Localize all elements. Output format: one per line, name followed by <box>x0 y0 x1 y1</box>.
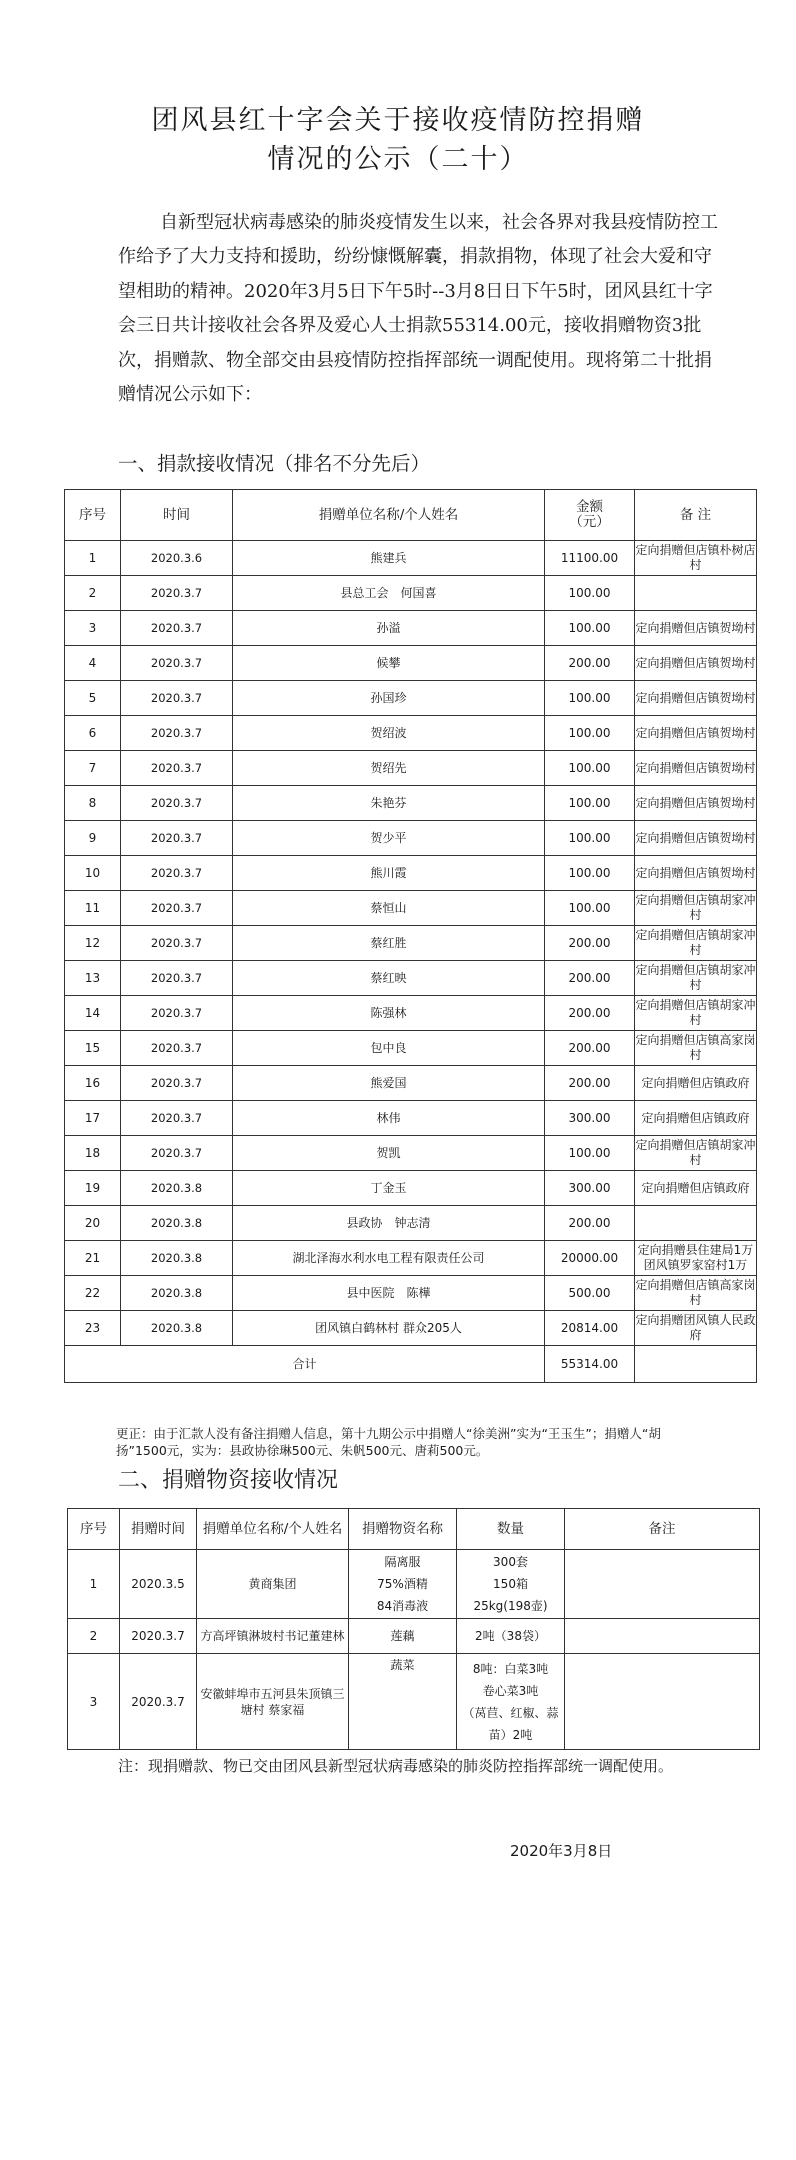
header-cell: 序号 <box>65 490 121 541</box>
donation-remark: 定向捐赠但店镇高家岗村 <box>635 1276 757 1311</box>
donation-time: 2020.3.7 <box>120 1619 197 1654</box>
donation-time: 2020.3.7 <box>121 891 233 926</box>
donor-name: 县政协 钟志清 <box>233 1206 545 1241</box>
donation-amount: 20000.00 <box>545 1241 635 1276</box>
header-cell: 捐赠单位名称/个人姓名 <box>197 1509 349 1550</box>
table-row <box>65 1311 757 1346</box>
row-index: 1 <box>65 541 121 576</box>
header-cell: 时间 <box>121 490 233 541</box>
donation-time: 2020.3.7 <box>121 961 233 996</box>
donation-amount: 200.00 <box>545 646 635 681</box>
donation-amount: 100.00 <box>545 611 635 646</box>
donation-remark: 定向捐赠但店镇胡家冲村 <box>635 961 757 996</box>
total-row <box>65 1346 757 1383</box>
table-row <box>65 681 757 716</box>
donation-remark: 定向捐赠但店镇胡家冲村 <box>635 926 757 961</box>
footer-note: 注：现捐赠款、物已交由团风县新型冠状病毒感染的肺炎防控指挥部统一调配使用。 <box>118 1757 674 1775</box>
row-index: 7 <box>65 751 121 786</box>
donation-amount: 200.00 <box>545 1206 635 1241</box>
table-row <box>65 821 757 856</box>
donor-name: 熊川霞 <box>233 856 545 891</box>
donor-name: 黄商集团 <box>197 1550 349 1619</box>
goods-name: 隔离服 75%酒精 84消毒液 <box>349 1550 457 1619</box>
donation-time: 2020.3.7 <box>121 1101 233 1136</box>
donation-time: 2020.3.7 <box>121 786 233 821</box>
section-1-heading: 一、捐款接收情况（排名不分先后） <box>118 452 431 475</box>
header-cell: 捐赠单位名称/个人姓名 <box>233 490 545 541</box>
donation-remark: 定向捐赠但店镇胡家冲村 <box>635 891 757 926</box>
header-cell: 捐赠物资名称 <box>349 1509 457 1550</box>
row-index: 10 <box>65 856 121 891</box>
goods-remark <box>565 1550 760 1619</box>
donation-remark <box>635 576 757 611</box>
donation-amount: 100.00 <box>545 716 635 751</box>
row-index: 2 <box>68 1619 120 1654</box>
donation-amount: 100.00 <box>545 1136 635 1171</box>
table-row <box>65 1276 757 1311</box>
donor-name: 县总工会 何国喜 <box>233 576 545 611</box>
donation-money-table <box>64 489 757 1383</box>
row-index: 11 <box>65 891 121 926</box>
table-row <box>65 1136 757 1171</box>
row-index: 17 <box>65 1101 121 1136</box>
donation-remark: 定向捐赠但店镇胡家冲村 <box>635 1136 757 1171</box>
donation-time: 2020.3.6 <box>121 541 233 576</box>
donation-goods-table <box>67 1508 760 1750</box>
donation-time: 2020.3.7 <box>121 611 233 646</box>
donation-remark: 定向捐赠但店镇高家岗村 <box>635 1031 757 1066</box>
row-index: 15 <box>65 1031 121 1066</box>
donation-amount: 100.00 <box>545 891 635 926</box>
donation-amount: 20814.00 <box>545 1311 635 1346</box>
section-2-heading: 二、捐赠物资接收情况 <box>118 1468 339 1493</box>
row-index: 3 <box>65 611 121 646</box>
donation-time: 2020.3.7 <box>120 1654 197 1750</box>
donor-name: 朱艳芬 <box>233 786 545 821</box>
row-index: 22 <box>65 1276 121 1311</box>
donation-amount: 200.00 <box>545 1066 635 1101</box>
page-title: 团风县红十字会关于接收疫情防控捐赠 <box>151 105 645 136</box>
donor-name: 包中良 <box>233 1031 545 1066</box>
donation-remark: 定向捐赠但店镇政府 <box>635 1171 757 1206</box>
table-row <box>65 611 757 646</box>
donation-time: 2020.3.7 <box>121 926 233 961</box>
donor-name: 团风镇白鹤林村 群众205人 <box>233 1311 545 1346</box>
table-row <box>68 1619 760 1654</box>
total-value: 55314.00 <box>545 1346 635 1383</box>
donation-remark: 定向捐赠但店镇贺坳村 <box>635 786 757 821</box>
donation-remark: 定向捐赠但店镇贺坳村 <box>635 646 757 681</box>
donor-name: 湖北泽海水利水电工程有限责任公司 <box>233 1241 545 1276</box>
row-index: 2 <box>65 576 121 611</box>
row-index: 16 <box>65 1066 121 1101</box>
donation-time: 2020.3.7 <box>121 716 233 751</box>
header-cell: 备注 <box>565 1509 760 1550</box>
table-row <box>68 1654 760 1750</box>
intro-paragraph <box>118 206 724 412</box>
donation-time: 2020.3.8 <box>121 1311 233 1346</box>
donation-time: 2020.3.7 <box>121 576 233 611</box>
donation-time: 2020.3.8 <box>121 1171 233 1206</box>
donation-remark: 定向捐赠团风镇人民政府 <box>635 1311 757 1346</box>
donation-amount: 300.00 <box>545 1171 635 1206</box>
donor-name: 蔡红胜 <box>233 926 545 961</box>
donor-name: 孙溢 <box>233 611 545 646</box>
donation-remark: 定向捐赠但店镇贺坳村 <box>635 681 757 716</box>
table-row <box>65 1101 757 1136</box>
donation-time: 2020.3.8 <box>121 1241 233 1276</box>
donation-remark: 定向捐赠但店镇政府 <box>635 1101 757 1136</box>
table-row <box>65 1171 757 1206</box>
donation-time: 2020.3.7 <box>121 821 233 856</box>
goods-quantity: 8吨：白菜3吨 卷心菜3吨 （莴苣、红椒、蒜苗）2吨 <box>457 1654 565 1750</box>
donor-name: 贺绍先 <box>233 751 545 786</box>
table-row <box>65 541 757 576</box>
goods-remark <box>565 1654 760 1750</box>
row-index: 1 <box>68 1550 120 1619</box>
donation-amount: 100.00 <box>545 751 635 786</box>
donation-time: 2020.3.7 <box>121 751 233 786</box>
goods-name: 莲藕 <box>349 1619 457 1654</box>
table-row <box>65 786 757 821</box>
donation-remark: 定向捐赠县住建局1万 团风镇罗家窑村1万 <box>635 1241 757 1276</box>
donor-name: 县中医院 陈樺 <box>233 1276 545 1311</box>
donor-name: 贺凯 <box>233 1136 545 1171</box>
table-row <box>65 1031 757 1066</box>
table-row <box>65 1206 757 1241</box>
donor-name: 孙国珍 <box>233 681 545 716</box>
total-note <box>635 1346 757 1383</box>
row-index: 21 <box>65 1241 121 1276</box>
row-index: 12 <box>65 926 121 961</box>
donation-time: 2020.3.7 <box>121 681 233 716</box>
donor-name: 方高坪镇淋坡村书记董建林 <box>197 1619 349 1654</box>
row-index: 3 <box>68 1654 120 1750</box>
header-cell: 序号 <box>68 1509 120 1550</box>
donation-time: 2020.3.7 <box>121 856 233 891</box>
row-index: 18 <box>65 1136 121 1171</box>
total-label: 合计 <box>65 1346 545 1383</box>
donor-name: 林伟 <box>233 1101 545 1136</box>
donation-amount: 100.00 <box>545 856 635 891</box>
table-header-row <box>68 1509 760 1550</box>
row-index: 19 <box>65 1171 121 1206</box>
donation-amount: 11100.00 <box>545 541 635 576</box>
goods-quantity: 300套 150箱 25kg(198壶) <box>457 1550 565 1619</box>
table-row <box>65 716 757 751</box>
donation-amount: 100.00 <box>545 576 635 611</box>
header-cell: 数量 <box>457 1509 565 1550</box>
donation-time: 2020.3.7 <box>121 1031 233 1066</box>
donation-remark: 定向捐赠但店镇政府 <box>635 1066 757 1101</box>
donation-amount: 200.00 <box>545 996 635 1031</box>
donation-time: 2020.3.7 <box>121 1066 233 1101</box>
table-row <box>65 646 757 681</box>
donation-remark: 定向捐赠但店镇贺坳村 <box>635 856 757 891</box>
row-index: 9 <box>65 821 121 856</box>
goods-remark <box>565 1619 760 1654</box>
row-index: 14 <box>65 996 121 1031</box>
donation-time: 2020.3.7 <box>121 996 233 1031</box>
donation-remark: 定向捐赠但店镇贺坳村 <box>635 716 757 751</box>
donation-amount: 200.00 <box>545 1031 635 1066</box>
donation-amount: 300.00 <box>545 1101 635 1136</box>
table-row <box>65 576 757 611</box>
table-header-row <box>65 490 757 541</box>
donor-name: 丁金玉 <box>233 1171 545 1206</box>
donation-remark: 定向捐赠但店镇贺坳村 <box>635 821 757 856</box>
row-index: 13 <box>65 961 121 996</box>
correction-note: 更正：由于汇款人没有备注捐赠人信息，第十九期公示中捐赠人“徐美洲”实为“王玉生”；捐赠人“胡扬”1500元，实为：县政协徐琳500元、朱帆500元、唐莉500元。 <box>116 1426 661 1458</box>
donor-name: 熊建兵 <box>233 541 545 576</box>
table-row <box>65 1066 757 1101</box>
table-row <box>65 891 757 926</box>
table-row <box>65 1241 757 1276</box>
donation-remark: 定向捐赠但店镇朴树店村 <box>635 541 757 576</box>
donor-name: 贺绍波 <box>233 716 545 751</box>
donation-amount: 100.00 <box>545 681 635 716</box>
row-index: 6 <box>65 716 121 751</box>
table-row <box>65 751 757 786</box>
page-subtitle: 情况的公示（二十） <box>267 144 529 175</box>
donation-amount: 200.00 <box>545 961 635 996</box>
donor-name: 熊爱国 <box>233 1066 545 1101</box>
donor-name: 贺少平 <box>233 821 545 856</box>
donation-amount: 500.00 <box>545 1276 635 1311</box>
donation-time: 2020.3.8 <box>121 1276 233 1311</box>
donor-name: 蔡红映 <box>233 961 545 996</box>
row-index: 8 <box>65 786 121 821</box>
donor-name: 安徽蚌埠市五河县朱顶镇三塘村 蔡家福 <box>197 1654 349 1750</box>
table-row <box>65 961 757 996</box>
donation-remark: 定向捐赠但店镇贺坳村 <box>635 751 757 786</box>
row-index: 20 <box>65 1206 121 1241</box>
donor-name: 陈强林 <box>233 996 545 1031</box>
table-row <box>65 926 757 961</box>
goods-quantity: 2吨（38袋） <box>457 1619 565 1654</box>
row-index: 5 <box>65 681 121 716</box>
publish-date: 2020年3月8日 <box>510 1842 613 1860</box>
donation-amount: 100.00 <box>545 786 635 821</box>
table-row <box>65 856 757 891</box>
table-row <box>65 996 757 1031</box>
table-row <box>68 1550 760 1619</box>
donation-amount: 200.00 <box>545 926 635 961</box>
donation-remark <box>635 1206 757 1241</box>
donation-remark: 定向捐赠但店镇贺坳村 <box>635 611 757 646</box>
donation-amount: 100.00 <box>545 821 635 856</box>
donation-remark: 定向捐赠但店镇胡家冲村 <box>635 996 757 1031</box>
donation-time: 2020.3.8 <box>121 1206 233 1241</box>
donation-time: 2020.3.7 <box>121 1136 233 1171</box>
header-cell: 金额 （元） <box>545 490 635 541</box>
row-index: 4 <box>65 646 121 681</box>
intro-text: 自新型冠状病毒感染的肺炎疫情发生以来，社会各界对我县疫情防控工作给予了大力支持和援助，纷纷慷慨解囊，捐款捐物，体现了社会大爱和守望相助的精神。2020年3月5日下午5时--3月8日日下午5时，团风县红十字会三日共计接收社会各界及爱心人士捐款55314.00元，接收捐赠物资3批次，捐赠款、物全部交由县疫情防控指挥部统一调配使用。现将第二十批捐赠情况公示如下： <box>118 212 718 406</box>
header-cell: 捐赠时间 <box>120 1509 197 1550</box>
donor-name: 蔡恒山 <box>233 891 545 926</box>
header-cell: 备 注 <box>635 490 757 541</box>
donor-name: 候攀 <box>233 646 545 681</box>
donation-time: 2020.3.5 <box>120 1550 197 1619</box>
goods-name: 蔬菜 <box>349 1654 457 1750</box>
row-index: 23 <box>65 1311 121 1346</box>
donation-time: 2020.3.7 <box>121 646 233 681</box>
